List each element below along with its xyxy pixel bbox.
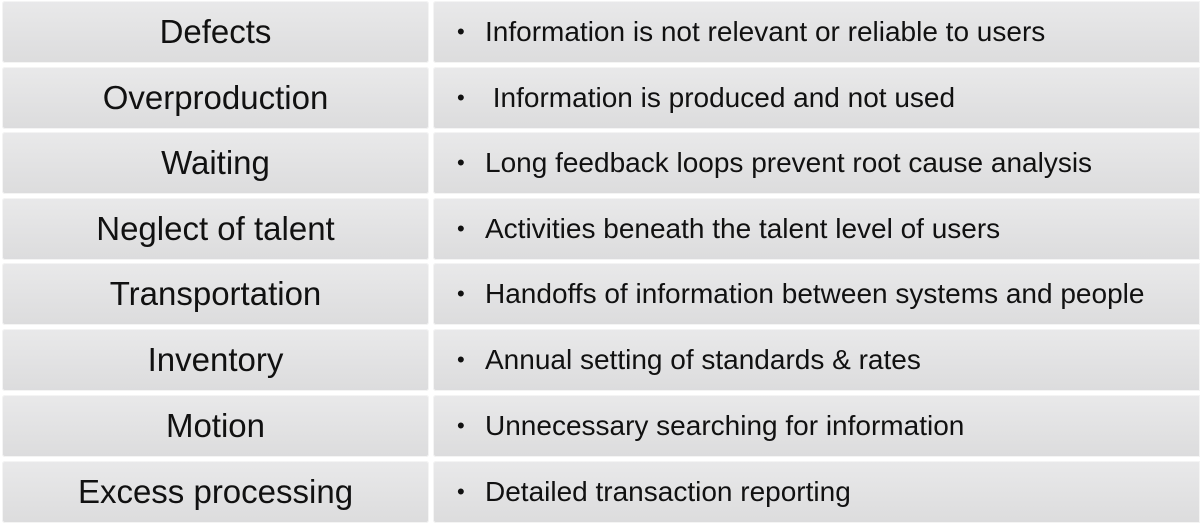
waste-row-transportation <box>0 263 1200 325</box>
waste-label-cell <box>2 132 429 194</box>
waste-label: Waiting <box>161 144 270 181</box>
waste-row-excess-processing <box>0 461 1200 523</box>
waste-label: Excess processing <box>77 473 354 510</box>
waste-label-cell <box>2 1 429 63</box>
waste-description: Detailed transaction reporting <box>485 476 851 507</box>
waste-description-cell <box>433 461 1200 523</box>
waste-label-cell <box>2 395 429 457</box>
waste-description: Information is produced and not used <box>485 82 956 113</box>
bullet-icon: • <box>457 19 465 44</box>
waste-row-waiting <box>0 132 1200 194</box>
waste-row-defects <box>0 1 1200 63</box>
waste-label: Motion <box>165 407 266 444</box>
waste-row-motion <box>0 395 1200 457</box>
bullet-icon: • <box>457 150 465 175</box>
waste-description: Long feedback loops prevent root cause analysis <box>485 147 1093 178</box>
waste-row-overproduction <box>0 67 1200 129</box>
waste-description-cell <box>433 198 1200 260</box>
waste-label: Transportation <box>109 275 322 312</box>
waste-label: Inventory <box>147 341 284 378</box>
waste-label: Overproduction <box>102 79 329 116</box>
waste-description-cell <box>433 263 1200 325</box>
waste-description: Information is not relevant or reliable to users <box>485 16 1046 47</box>
waste-label: Neglect of talent <box>96 210 335 247</box>
bullet-icon: • <box>457 85 465 110</box>
bullet-icon: • <box>457 281 465 306</box>
waste-label-cell <box>2 461 429 523</box>
waste-description-cell <box>433 132 1200 194</box>
waste-description: Unnecessary searching for information <box>485 410 965 441</box>
waste-description: Activities beneath the talent level of users <box>485 213 1001 244</box>
bullet-icon: • <box>457 479 465 504</box>
waste-description-cell <box>433 67 1200 129</box>
waste-description-cell <box>433 329 1200 391</box>
bullet-icon: • <box>457 413 465 438</box>
waste-row-neglect-of-talent <box>0 198 1200 260</box>
waste-label-cell <box>2 198 429 260</box>
waste-row-inventory <box>0 329 1200 391</box>
waste-description: Handoffs of information between systems and people <box>485 278 1145 309</box>
waste-description: Annual setting of standards & rates <box>485 344 921 375</box>
bullet-icon: • <box>457 347 465 372</box>
waste-label-cell <box>2 67 429 129</box>
waste-description-cell <box>433 1 1200 63</box>
bullet-icon: • <box>457 216 465 241</box>
waste-description-cell <box>433 395 1200 457</box>
waste-label: Defects <box>159 13 272 50</box>
waste-label-cell <box>2 263 429 325</box>
waste-label-cell <box>2 329 429 391</box>
